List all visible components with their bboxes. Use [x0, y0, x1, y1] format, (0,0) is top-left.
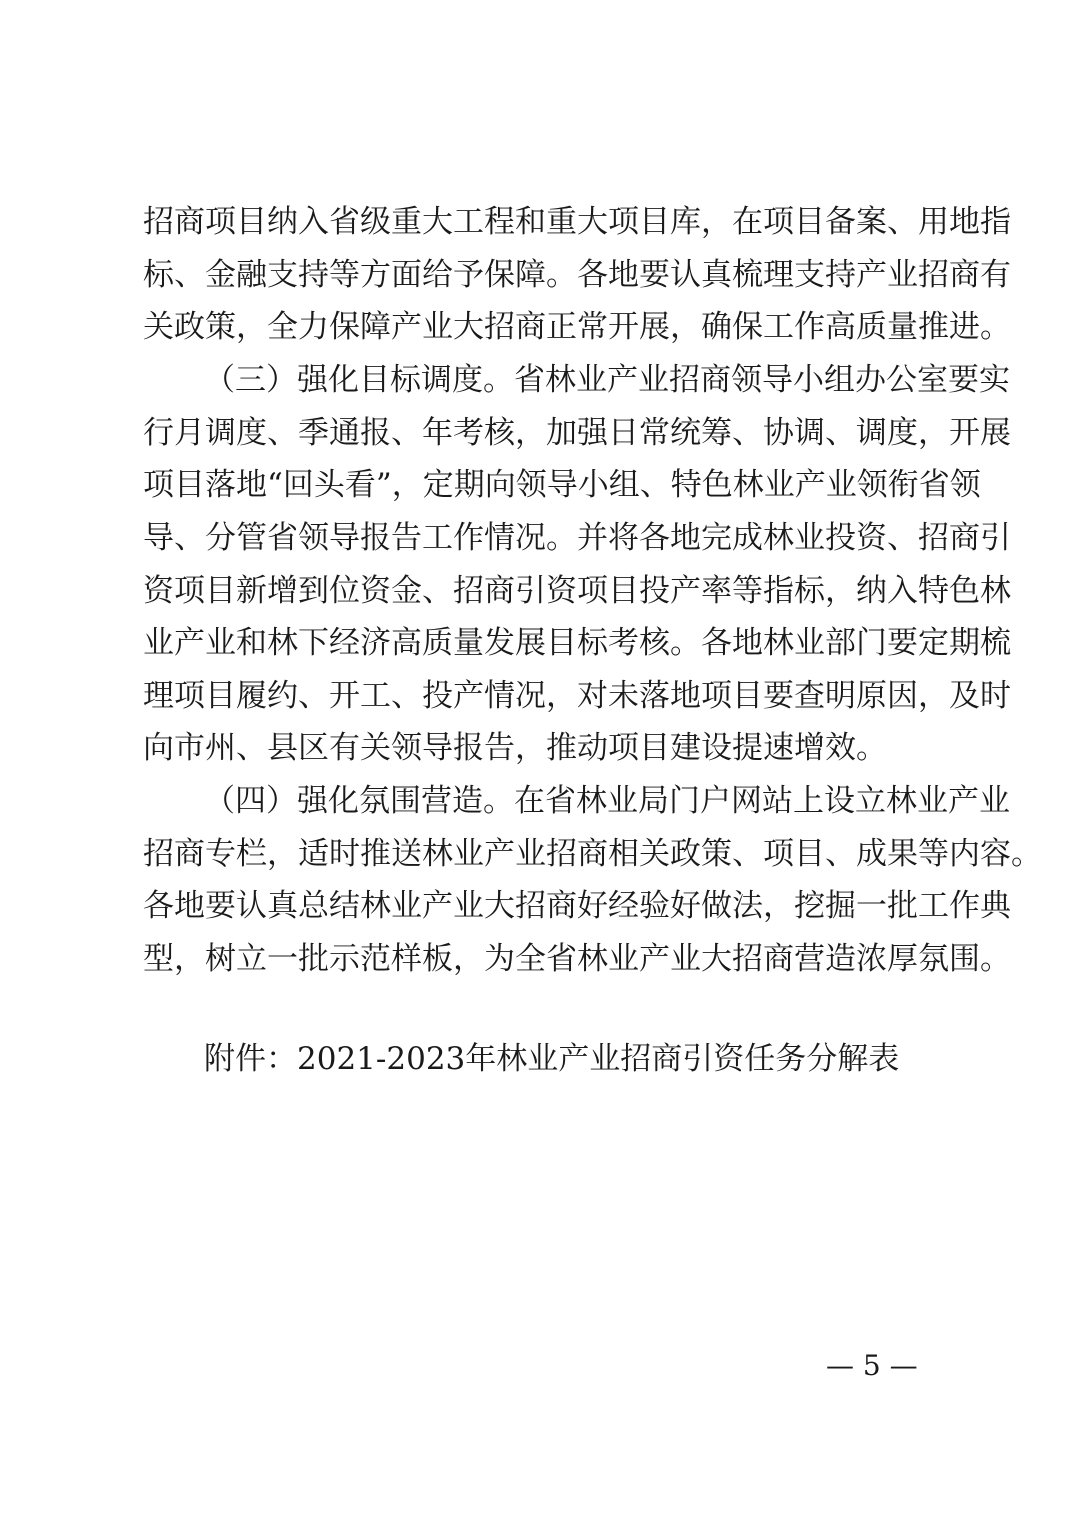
text-line: 理项目履约、开工、投产情况，对未落地项目要查明原因，及时 — [143, 678, 1011, 714]
text-line: 招商项目纳入省级重大工程和重大项目库，在项目备案、用地指 — [143, 204, 1011, 240]
section-four-heading-line: （四）强化氛围营造。在省林业局门户网站上设立林业产业 — [204, 783, 1010, 819]
text-line: 资项目新增到位资金、招商引资项目投产率等指标，纳入特色林 — [143, 573, 1011, 609]
text-line: 关政策，全力保障产业大招商正常开展，确保工作高质量推进。 — [143, 309, 1011, 345]
text-line: 业产业和林下经济高质量发展目标考核。各地林业部门要定期梳 — [143, 625, 1011, 661]
text-line: 型，树立一批示范样板，为全省林业产业大招商营造浓厚氛围。 — [143, 941, 1011, 977]
text-line: 向市州、县区有关领导报告，推动项目建设提速增效。 — [143, 730, 887, 766]
text-line: 招商专栏，适时推送林业产业招商相关政策、项目、成果等内容。 — [143, 836, 1042, 872]
page-number: — 5 — — [826, 1349, 918, 1382]
attachment-note: 附件：2021-2023年林业产业招商引资任务分解表 — [204, 1041, 900, 1077]
text-line: 各地要认真总结林业产业大招商好经验好做法，挖掘一批工作典 — [143, 888, 1011, 924]
section-three-heading-line: （三）强化目标调度。省林业产业招商领导小组办公室要实 — [204, 362, 1010, 398]
text-line: 行月调度、季通报、年考核，加强日常统筹、协调、调度，开展 — [143, 415, 1011, 451]
text-line: 标、金融支持等方面给予保障。各地要认真梳理支持产业招商有 — [143, 257, 1011, 293]
text-line: 项目落地“回头看”，定期向领导小组、特色林业产业领衔省领 — [143, 467, 981, 503]
text-line: 导、分管省领导报告工作情况。并将各地完成林业投资、招商引 — [143, 520, 1011, 556]
